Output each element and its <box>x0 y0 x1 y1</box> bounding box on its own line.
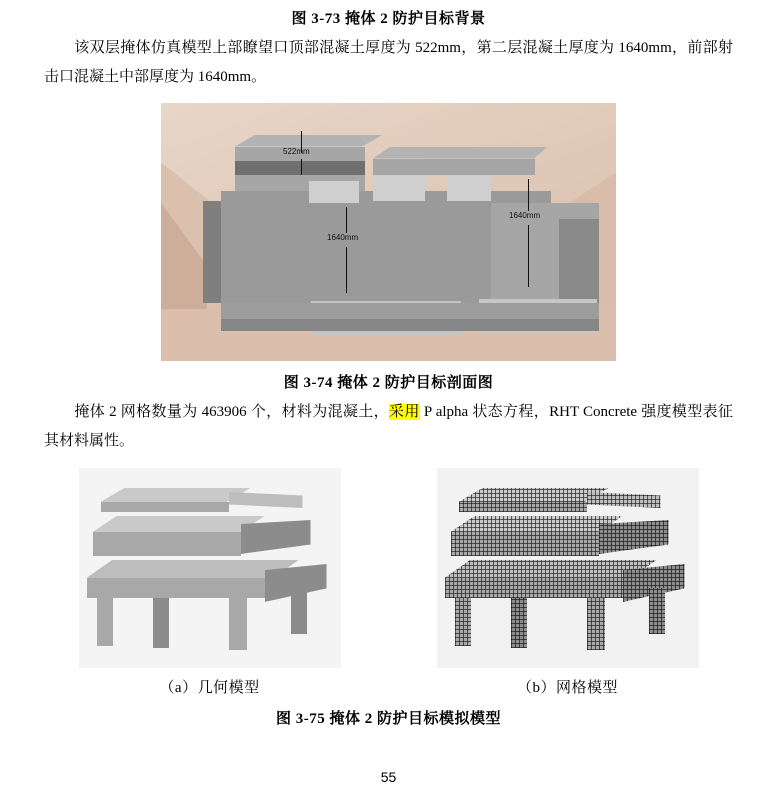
mesh-leg-4 <box>649 588 665 634</box>
figure-3-75-caption: 图 3-75 掩体 2 防护目标模拟模型 <box>276 711 501 727</box>
window-opening-2 <box>373 175 425 201</box>
paragraph-2 <box>44 398 733 457</box>
geo-leg-4 <box>291 588 307 634</box>
figure-3-74-caption: 图 3-74 掩体 2 防护目标剖面图 <box>283 374 494 391</box>
page-number: 55 <box>380 769 397 785</box>
paragraph-2-text-part2: P alpha 状态方程，RHT Concrete 强度模型表征其材料属性。 <box>44 403 733 449</box>
mesh-grid-8 <box>445 578 623 598</box>
sub-caption-a: （a）几何模型 <box>159 680 260 696</box>
mesh-second-right <box>599 520 669 554</box>
geo-second-top <box>93 516 265 532</box>
right-roof-top <box>373 147 548 159</box>
mesh-grid-3 <box>587 492 661 508</box>
mesh-leg-1 <box>455 598 471 646</box>
sub-caption-b: （b）网格模型 <box>516 680 618 696</box>
structure-left-face <box>203 201 221 303</box>
figure-3-74-image <box>161 103 616 361</box>
lower-base-shadow <box>221 319 599 331</box>
dim-522-line-lower <box>301 159 302 175</box>
geo-leg-2 <box>153 598 169 648</box>
dim-1640-right-line-bottom <box>528 225 529 287</box>
geo-roof-side <box>101 502 229 512</box>
figure-3-73-caption: 图 3-73 掩体 2 防护目标背景 <box>291 11 486 27</box>
geo-second-front <box>93 532 241 556</box>
window-opening-3 <box>447 175 491 201</box>
highlighted-text: 采用 <box>389 403 420 420</box>
figure-3-75-images <box>79 468 699 668</box>
dim-1640-right-line-top <box>528 179 529 211</box>
observation-slot <box>235 161 365 175</box>
right-wing-shadow <box>559 219 599 303</box>
mesh-model-image <box>437 468 699 668</box>
dim-1640-center-label: 1640mm <box>327 232 359 242</box>
mesh-grid-2 <box>459 502 587 512</box>
mesh-grid-13 <box>649 588 665 634</box>
mesh-leg-2 <box>511 598 527 648</box>
paragraph-1-text: 该双层掩体仿真模型上部瞭望口顶部混凝土厚度为 522mm，第二层混凝土厚度为 1640mm，前部射击口混凝土中部厚度为 1640mm。 <box>44 40 733 86</box>
mesh-roof-right <box>587 492 661 508</box>
mesh-platform-front <box>445 578 623 598</box>
geo-leg-1 <box>97 598 113 646</box>
geo-roof-top <box>101 488 251 502</box>
geometric-model-image <box>79 468 341 668</box>
mesh-grid-10 <box>455 598 471 646</box>
mesh-roof-side <box>459 502 587 512</box>
mesh-grid-12 <box>587 598 605 650</box>
geo-leg-3 <box>229 598 247 650</box>
mesh-grid-4 <box>451 516 623 532</box>
mesh-second-top <box>451 516 623 532</box>
dim-1640-center-line-top <box>346 207 347 233</box>
right-roof <box>373 159 535 175</box>
observation-roof-top <box>235 135 383 147</box>
window-opening-1 <box>309 181 359 203</box>
mesh-grid-1 <box>459 488 609 502</box>
geo-second-right <box>241 520 311 554</box>
mesh-roof-top <box>459 488 609 502</box>
mesh-grid-6 <box>599 520 669 554</box>
dim-1640-right-label: 1640mm <box>509 210 541 220</box>
figure-3-75-subcaptions <box>79 668 699 697</box>
lower-base <box>221 303 599 319</box>
paragraph-2-text-part1: 掩体 2 网格数量为 463906 个，材料为混凝土， <box>74 403 390 420</box>
geo-platform-front <box>87 578 265 598</box>
document-page <box>0 9 777 809</box>
dim-1640-center-line-bottom <box>346 247 347 293</box>
mesh-second-front <box>451 532 599 556</box>
mesh-grid-5 <box>451 532 599 556</box>
geo-roof-right <box>229 492 303 508</box>
paragraph-1 <box>44 34 733 93</box>
dim-522-label: 522mm <box>283 146 310 156</box>
mesh-grid-11 <box>511 598 527 648</box>
mesh-leg-3 <box>587 598 605 650</box>
